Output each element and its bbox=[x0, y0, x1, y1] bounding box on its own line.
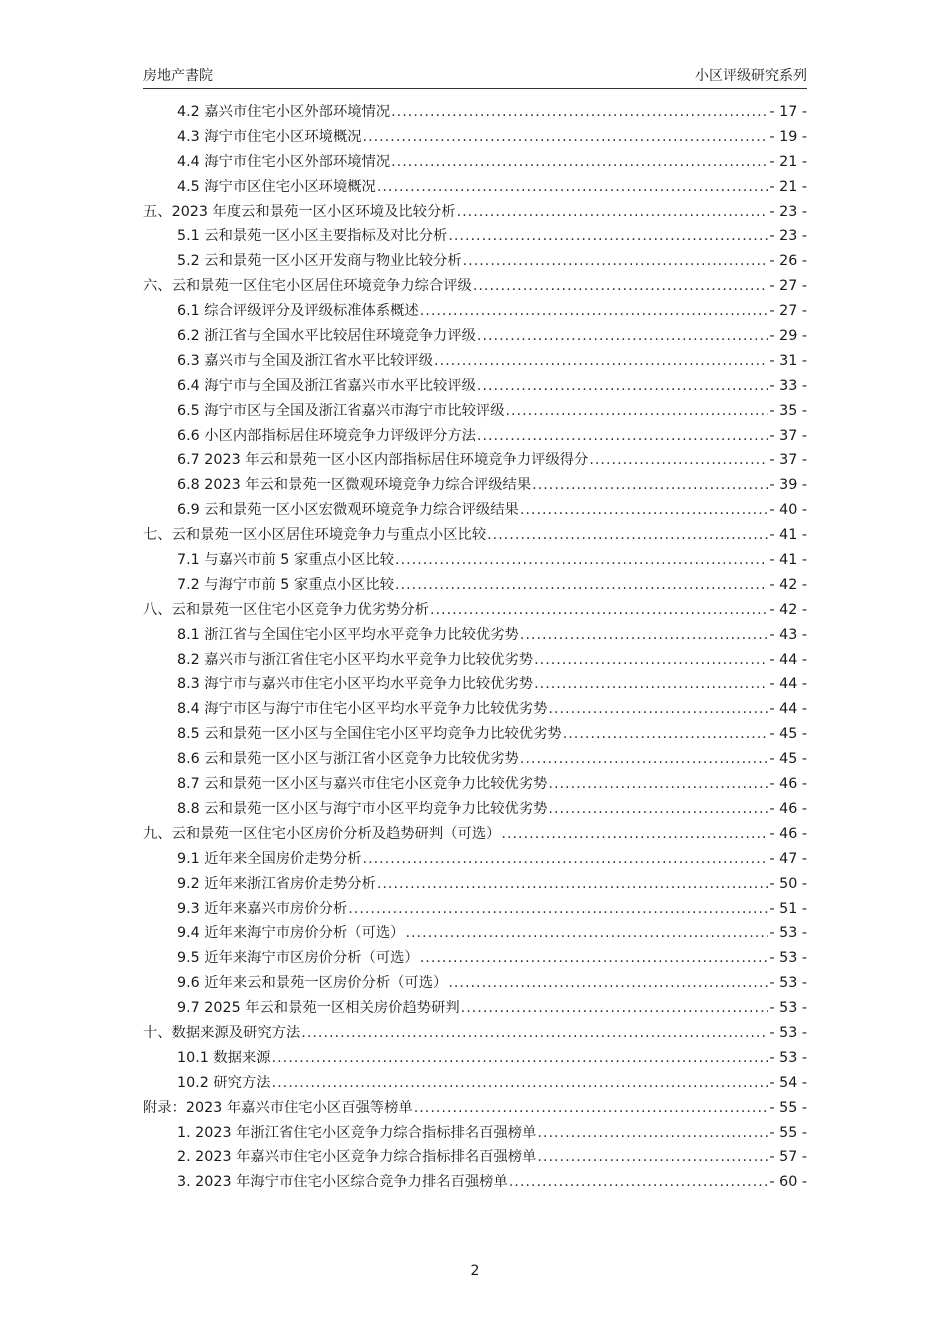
toc-dot-leader bbox=[501, 822, 768, 847]
toc-entry-title: 8.2 嘉兴市与浙江省住宅小区平均水平竞争力比较优劣势 bbox=[177, 651, 534, 668]
toc-entry[interactable] bbox=[143, 1096, 807, 1121]
toc-entry-page: - 54 - bbox=[769, 1074, 807, 1091]
toc-entry[interactable] bbox=[143, 150, 807, 175]
toc-dot-leader bbox=[395, 573, 768, 598]
toc-entry[interactable] bbox=[143, 722, 807, 747]
toc-dot-leader bbox=[520, 498, 769, 523]
toc-entry-title: 9.7 2025 年云和景苑一区相关房价趋势研判 bbox=[177, 1000, 460, 1017]
toc-entry-title: 4.2 嘉兴市住宅小区外部环境情况 bbox=[177, 104, 391, 120]
toc-entry-page: - 50 - bbox=[769, 875, 807, 892]
toc-dot-leader bbox=[363, 125, 769, 150]
toc-entry-page: - 42 - bbox=[769, 576, 807, 593]
toc-entry[interactable] bbox=[143, 573, 807, 598]
toc-entry[interactable] bbox=[143, 872, 807, 897]
toc-entry-title: 附录：2023 年嘉兴市住宅小区百强等榜单 bbox=[143, 1099, 413, 1116]
toc-entry-page: - 33 - bbox=[769, 377, 807, 394]
toc-entry[interactable] bbox=[143, 200, 807, 225]
toc-entry[interactable] bbox=[143, 598, 807, 623]
toc-entry[interactable] bbox=[143, 822, 807, 847]
toc-entry[interactable] bbox=[143, 1121, 807, 1146]
toc-entry[interactable] bbox=[143, 1170, 807, 1195]
toc-dot-leader bbox=[420, 299, 769, 324]
header-series-title: 小区评级研究系列 bbox=[695, 68, 807, 84]
toc-entry-title: 1. 2023 年浙江省住宅小区竞争力综合指标排名百强榜单 bbox=[177, 1124, 537, 1141]
toc-entry-page: - 53 - bbox=[769, 975, 807, 992]
toc-entry[interactable] bbox=[143, 175, 807, 200]
toc-entry-page: - 44 - bbox=[769, 701, 807, 718]
toc-entry[interactable] bbox=[143, 274, 807, 299]
toc-entry[interactable] bbox=[143, 1046, 807, 1071]
toc-entry-page: - 55 - bbox=[769, 1099, 807, 1116]
toc-entry-title: 6.8 2023 年云和景苑一区微观环境竞争力综合评级结果 bbox=[177, 477, 532, 494]
toc-entry-page: - 46 - bbox=[769, 800, 807, 817]
toc-dot-leader bbox=[461, 996, 769, 1021]
toc-entry-page: - 37 - bbox=[769, 427, 807, 444]
toc-entry[interactable] bbox=[143, 424, 807, 449]
toc-entry-page: - 51 - bbox=[769, 900, 807, 917]
toc-dot-leader bbox=[589, 448, 768, 473]
toc-dot-leader bbox=[477, 324, 768, 349]
toc-entry[interactable] bbox=[143, 672, 807, 697]
toc-dot-leader bbox=[548, 772, 768, 797]
toc-entry-title: 7.1 与嘉兴市前 5 家重点小区比较 bbox=[177, 552, 395, 569]
page-header bbox=[143, 66, 807, 89]
toc-dot-leader bbox=[473, 274, 769, 299]
toc-entry-title: 8.4 海宁市区与海宁市住宅小区平均水平竞争力比较优劣势 bbox=[177, 701, 548, 718]
toc-entry[interactable] bbox=[143, 772, 807, 797]
toc-entry[interactable] bbox=[143, 498, 807, 523]
toc-entry[interactable] bbox=[143, 374, 807, 399]
toc-entry-title: 2. 2023 年嘉兴市住宅小区竞争力综合指标排名百强榜单 bbox=[177, 1149, 537, 1166]
toc-entry[interactable] bbox=[143, 448, 807, 473]
toc-entry[interactable] bbox=[143, 100, 807, 125]
toc-entry-title: 七、云和景苑一区小区居住环境竞争力与重点小区比较 bbox=[143, 527, 487, 544]
toc-entry-page: - 55 - bbox=[769, 1124, 807, 1141]
toc-entry[interactable] bbox=[143, 324, 807, 349]
toc-entry-title: 5.1 云和景苑一区小区主要指标及对比分析 bbox=[177, 228, 448, 245]
toc-entry[interactable] bbox=[143, 946, 807, 971]
toc-dot-leader bbox=[463, 249, 769, 274]
toc-entry-title: 8.5 云和景苑一区小区与全国住宅小区平均竞争力比较优劣势 bbox=[177, 726, 562, 743]
toc-entry-page: - 60 - bbox=[769, 1174, 807, 1191]
toc-entry-title: 9.1 近年来全国房价走势分析 bbox=[177, 850, 362, 867]
toc-entry-page: - 41 - bbox=[769, 527, 807, 544]
toc-entry-page: - 39 - bbox=[769, 477, 807, 494]
toc-entry-title: 6.9 云和景苑一区小区宏微观环境竞争力综合评级结果 bbox=[177, 502, 519, 519]
toc-entry-page: - 46 - bbox=[769, 825, 807, 842]
toc-entry-page: - 44 - bbox=[769, 651, 807, 668]
toc-entry[interactable] bbox=[143, 847, 807, 872]
toc-dot-leader bbox=[477, 424, 768, 449]
toc-dot-leader bbox=[395, 548, 768, 573]
toc-entry-page: - 53 - bbox=[769, 1024, 807, 1041]
toc-entry-page: - 40 - bbox=[769, 502, 807, 519]
toc-entry[interactable] bbox=[143, 697, 807, 722]
toc-entry-title: 十、数据来源及研究方法 bbox=[143, 1024, 301, 1041]
toc-dot-leader bbox=[272, 1071, 769, 1096]
toc-entry-title: 9.5 近年来海宁市区房价分析（可选） bbox=[177, 950, 419, 967]
toc-entry-title: 9.2 近年来浙江省房价走势分析 bbox=[177, 875, 376, 892]
toc-entry-page: - 53 - bbox=[769, 925, 807, 942]
toc-entry-title: 3. 2023 年海宁市住宅小区综合竞争力排名百强榜单 bbox=[177, 1174, 508, 1191]
toc-entry[interactable] bbox=[143, 897, 807, 922]
toc-dot-leader bbox=[506, 399, 769, 424]
toc-entry-page: - 42 - bbox=[769, 601, 807, 618]
toc-entry-page: - 27 - bbox=[769, 303, 807, 320]
toc-entry[interactable] bbox=[143, 1071, 807, 1096]
toc-dot-leader bbox=[348, 897, 768, 922]
toc-entry-title: 10.2 研究方法 bbox=[177, 1074, 271, 1091]
toc-dot-leader bbox=[534, 672, 768, 697]
toc-dot-leader bbox=[532, 473, 768, 498]
toc-entry-title: 五、2023 年度云和景苑一区小区环境及比较分析 bbox=[143, 203, 456, 220]
toc-entry-page: - 21 - bbox=[769, 178, 807, 195]
toc-entry[interactable] bbox=[143, 921, 807, 946]
toc-dot-leader bbox=[534, 648, 768, 673]
toc-dot-leader bbox=[448, 971, 768, 996]
toc-entry-page: - 44 - bbox=[769, 676, 807, 693]
toc-entry-title: 4.5 海宁市区住宅小区环境概况 bbox=[177, 178, 376, 195]
toc-entry-page: - 27 - bbox=[769, 278, 807, 295]
toc-dot-leader bbox=[448, 224, 768, 249]
toc-dot-leader bbox=[487, 523, 768, 548]
toc-entry-title: 4.4 海宁市住宅小区外部环境情况 bbox=[177, 153, 391, 170]
toc-entry-title: 6.4 海宁市与全国及浙江省嘉兴市水平比较评级 bbox=[177, 377, 476, 394]
toc-dot-leader bbox=[391, 150, 768, 175]
toc-dot-leader bbox=[377, 872, 769, 897]
toc-entry-title: 九、云和景苑一区住宅小区房价分析及趋势研判（可选） bbox=[143, 825, 501, 842]
toc-entry-page: - 47 - bbox=[769, 850, 807, 867]
toc-entry-title: 8.7 云和景苑一区小区与嘉兴市住宅小区竞争力比较优劣势 bbox=[177, 776, 548, 793]
toc-entry-title: 8.6 云和景苑一区小区与浙江省小区竞争力比较优劣势 bbox=[177, 751, 519, 768]
toc-entry-page: - 19 - bbox=[769, 128, 807, 145]
toc-entry-title: 8.3 海宁市与嘉兴市住宅小区平均水平竞争力比较优劣势 bbox=[177, 676, 534, 693]
toc-entry-page: - 17 - bbox=[769, 104, 807, 120]
toc-entry-title: 4.3 海宁市住宅小区环境概况 bbox=[177, 128, 362, 145]
toc-dot-leader bbox=[520, 747, 769, 772]
toc-entry-page: - 23 - bbox=[769, 228, 807, 245]
toc-entry-title: 9.4 近年来海宁市房价分析（可选） bbox=[177, 925, 405, 942]
toc-entry[interactable] bbox=[143, 399, 807, 424]
toc-entry-page: - 53 - bbox=[769, 950, 807, 967]
toc-dot-leader bbox=[391, 100, 768, 125]
header-publisher: 房地产書院 bbox=[143, 68, 213, 84]
toc-dot-leader bbox=[509, 1170, 769, 1195]
toc-entry-title: 6.6 小区内部指标居住环境竞争力评级评分方法 bbox=[177, 427, 476, 444]
toc-entry-page: - 23 - bbox=[769, 203, 807, 220]
toc-dot-leader bbox=[272, 1046, 769, 1071]
toc-entry-page: - 53 - bbox=[769, 1049, 807, 1066]
toc-dot-leader bbox=[434, 349, 768, 374]
toc-entry[interactable] bbox=[143, 996, 807, 1021]
toc-dot-leader bbox=[520, 623, 769, 648]
toc-entry[interactable] bbox=[143, 523, 807, 548]
toc-entry-title: 7.2 与海宁市前 5 家重点小区比较 bbox=[177, 576, 395, 593]
toc-entry-page: - 57 - bbox=[769, 1149, 807, 1166]
toc-entry-page: - 41 - bbox=[769, 552, 807, 569]
toc-dot-leader bbox=[457, 200, 769, 225]
toc-entry[interactable] bbox=[143, 299, 807, 324]
toc-entry[interactable] bbox=[143, 648, 807, 673]
toc-dot-leader bbox=[537, 1121, 768, 1146]
toc-entry-page: - 45 - bbox=[769, 726, 807, 743]
toc-entry-page: - 26 - bbox=[769, 253, 807, 270]
toc-entry-title: 6.2 浙江省与全国水平比较居住环境竞争力评级 bbox=[177, 328, 476, 345]
toc-entry-page: - 53 - bbox=[769, 1000, 807, 1017]
toc-entry[interactable] bbox=[143, 797, 807, 822]
toc-dot-leader bbox=[430, 598, 768, 623]
toc-entry-page: - 29 - bbox=[769, 328, 807, 345]
toc-entry[interactable] bbox=[143, 971, 807, 996]
toc-entry-title: 6.5 海宁市区与全国及浙江省嘉兴市海宁市比较评级 bbox=[177, 402, 505, 419]
toc-entry-title: 9.6 近年来云和景苑一区房价分析（可选） bbox=[177, 975, 448, 992]
toc-entry[interactable] bbox=[143, 747, 807, 772]
toc-entry-title: 8.1 浙江省与全国住宅小区平均水平竞争力比较优劣势 bbox=[177, 626, 519, 643]
toc-entry[interactable] bbox=[143, 473, 807, 498]
toc-entry-title: 八、云和景苑一区住宅小区竞争力优劣势分析 bbox=[143, 601, 429, 618]
toc-entry[interactable] bbox=[143, 125, 807, 150]
page-number: 2 bbox=[470, 1263, 480, 1279]
toc-entry-title: 9.3 近年来嘉兴市房价分析 bbox=[177, 900, 348, 917]
toc-dot-leader bbox=[405, 921, 768, 946]
toc-entry-page: - 21 - bbox=[769, 153, 807, 170]
toc-entry[interactable] bbox=[143, 1145, 807, 1170]
toc-entry[interactable] bbox=[143, 623, 807, 648]
toc-dot-leader bbox=[414, 1096, 769, 1121]
toc-dot-leader bbox=[363, 847, 769, 872]
toc-entry[interactable] bbox=[143, 548, 807, 573]
toc-entry-page: - 46 - bbox=[769, 776, 807, 793]
toc-dot-leader bbox=[301, 1021, 768, 1046]
toc-entry[interactable] bbox=[143, 1021, 807, 1046]
toc-dot-leader bbox=[548, 697, 768, 722]
toc-entry-page: - 35 - bbox=[769, 402, 807, 419]
toc-entry-title: 5.2 云和景苑一区小区开发商与物业比较分析 bbox=[177, 253, 462, 270]
toc-dot-leader bbox=[537, 1145, 768, 1170]
toc-entry[interactable] bbox=[143, 224, 807, 249]
toc-entry-page: - 31 - bbox=[769, 352, 807, 369]
toc-entry-title: 6.7 2023 年云和景苑一区小区内部指标居住环境竞争力评级得分 bbox=[177, 452, 589, 469]
table-of-contents bbox=[143, 100, 807, 1195]
toc-dot-leader bbox=[548, 797, 768, 822]
toc-entry-title: 6.3 嘉兴市与全国及浙江省水平比较评级 bbox=[177, 352, 434, 369]
toc-entry-title: 六、云和景苑一区住宅小区居住环境竞争力综合评级 bbox=[143, 278, 472, 295]
toc-dot-leader bbox=[420, 946, 769, 971]
toc-dot-leader bbox=[563, 722, 769, 747]
toc-entry-page: - 45 - bbox=[769, 751, 807, 768]
toc-entry[interactable] bbox=[143, 249, 807, 274]
toc-entry-title: 6.1 综合评级评分及评级标准体系概述 bbox=[177, 303, 419, 320]
toc-entry-title: 8.8 云和景苑一区小区与海宁市小区平均竞争力比较优劣势 bbox=[177, 800, 548, 817]
toc-entry-page: - 43 - bbox=[769, 626, 807, 643]
toc-entry-page: - 37 - bbox=[769, 452, 807, 469]
toc-entry-title: 10.1 数据来源 bbox=[177, 1049, 271, 1066]
toc-dot-leader bbox=[477, 374, 768, 399]
toc-entry[interactable] bbox=[143, 349, 807, 374]
toc-dot-leader bbox=[377, 175, 769, 200]
